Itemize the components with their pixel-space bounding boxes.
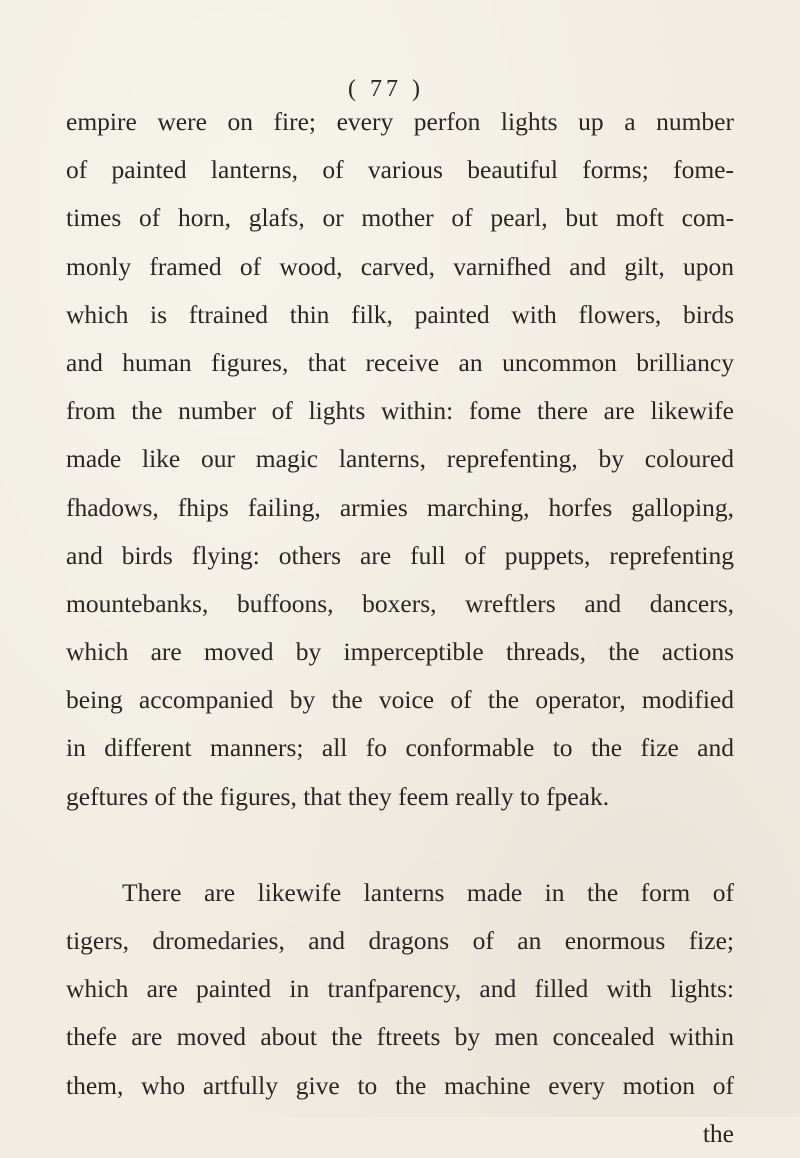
text-line: from the number of lights within: fome there are likewife	[66, 396, 734, 426]
text-line: There are likewife lanterns made in the form of	[122, 877, 734, 907]
text-line: geftures of the figures, that they feem really to fpeak.	[66, 781, 610, 811]
text-line: and human figures, that receive an uncommon brilliancy	[66, 347, 734, 377]
page-number: ( 77 )	[348, 76, 424, 102]
text-line: of painted lanterns, of various beautiful forms; fome-	[66, 155, 734, 185]
text-line: which are painted in tranfparency, and filled with lights:	[66, 974, 734, 1004]
text-line: in different manners; all fo conformable to the fize and	[66, 733, 734, 763]
text-line: monly framed of wood, carved, varnifhed and gilt, upon	[66, 251, 734, 281]
paragraph-gap	[66, 821, 734, 869]
text-line: made like our magic lanterns, reprefenting, by coloured	[66, 444, 734, 474]
text-line: thefe are moved about the ftreets by men concealed within	[66, 1022, 734, 1052]
text-line: and birds flying: others are full of puppets, reprefenting	[66, 540, 734, 570]
text-line: being accompanied by the voice of the operator, modified	[66, 685, 734, 715]
text-line: times of horn, glafs, or mother of pearl, but moft com-	[66, 203, 734, 233]
text-line: mountebanks, buffoons, boxers, wreftlers and dancers,	[66, 588, 734, 618]
paragraph-2	[66, 869, 734, 1110]
text-line: empire were on fire; every perfon lights up a number	[66, 107, 734, 136]
text-line: which is ftrained thin filk, painted with flowers, birds	[66, 299, 734, 329]
text-line: which are moved by imperceptible threads, the actions	[66, 637, 734, 667]
text-line: fhadows, fhips failing, armies marching, horfes galloping,	[66, 492, 734, 522]
text-line: tigers, dromedaries, and dragons of an enormous fize;	[66, 926, 734, 955]
paragraph-1	[66, 98, 734, 821]
catchword: the	[702, 1118, 734, 1148]
text-line: them, who artfully give to the machine every motion of	[66, 1070, 734, 1100]
text-block	[66, 98, 734, 1158]
